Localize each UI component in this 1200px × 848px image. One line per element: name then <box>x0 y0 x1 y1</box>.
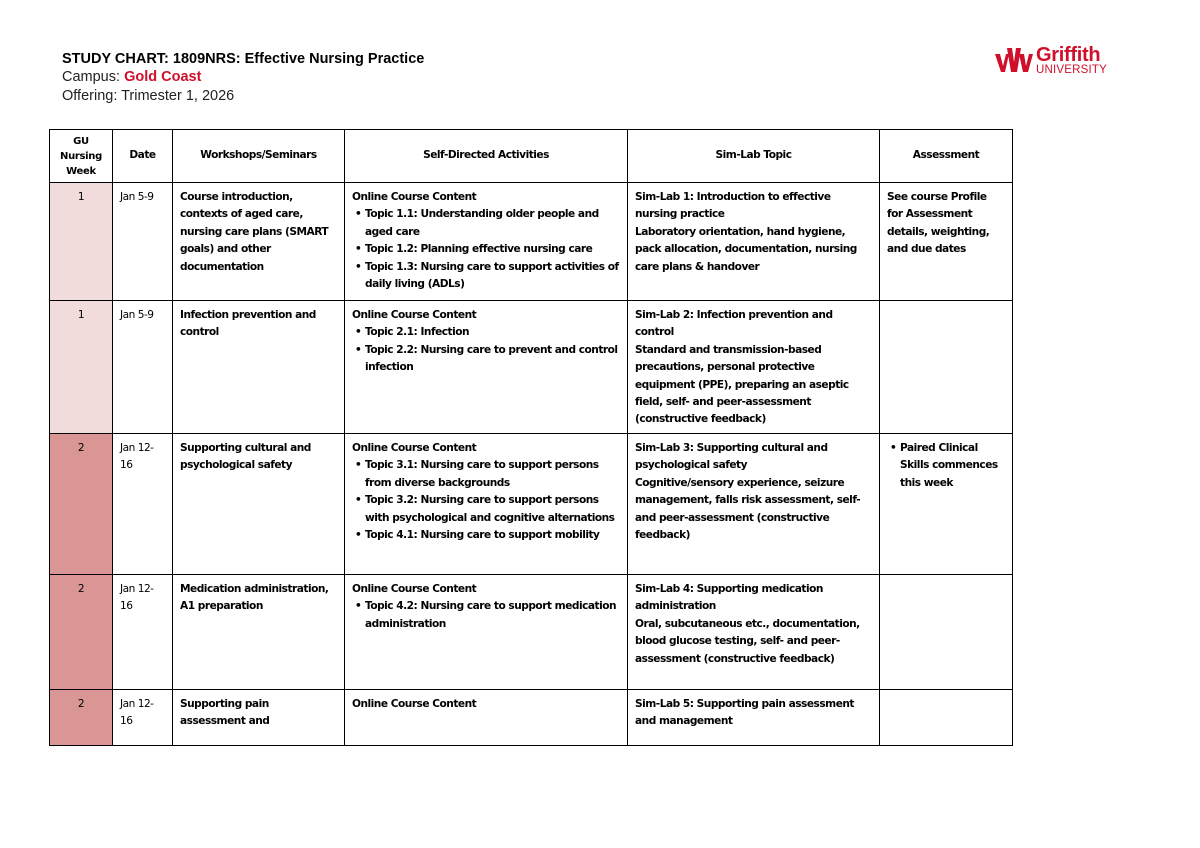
campus-line <box>62 68 424 87</box>
topic-item: • Topic 4.2: Nursing care to support medication administration <box>365 598 620 633</box>
date-cell: Jan 12-16 <box>113 575 173 690</box>
table-row <box>50 575 1013 690</box>
table-row <box>50 690 1013 746</box>
logo-name: Griffith <box>1036 44 1101 66</box>
date-cell: Jan 12-16 <box>113 434 173 575</box>
offering-line: Offering: Trimester 1, 2026 <box>62 88 235 104</box>
table-row <box>50 434 1013 575</box>
col-header-self-directed: Self-Directed Activities <box>345 130 628 183</box>
activity-title: Online Course Content <box>352 442 477 454</box>
simlab-cell <box>628 575 880 690</box>
topic-list <box>352 206 620 293</box>
simlab-title: Sim-Lab 2: Infection prevention and control <box>635 309 833 339</box>
date-cell: Jan 12-16 <box>113 690 173 746</box>
topic-item: • Topic 3.2: Nursing care to support persons with psychological and cognitive alternations <box>365 492 620 527</box>
week-cell: 2 <box>50 690 113 746</box>
simlab-description: Cognitive/sensory experience, seizure management, falls risk assessment, self- and peer-assessment (constructive feedback) <box>635 476 861 542</box>
col-header-workshops: Workshops/Seminars <box>173 130 345 183</box>
simlab-cell <box>628 183 880 301</box>
activities-cell <box>345 301 628 434</box>
table-row <box>50 301 1013 434</box>
assessment-cell: See course Profile for Assessment details, weighting, and due dates <box>880 183 1013 301</box>
activity-title: Online Course Content <box>352 309 477 321</box>
activities-cell <box>345 690 628 746</box>
topic-list <box>352 324 620 376</box>
assessment-cell <box>880 690 1013 746</box>
workshop-cell: Supporting cultural and psychological safety <box>173 434 345 575</box>
simlab-title: Sim-Lab 4: Supporting medication administration <box>635 583 823 613</box>
topic-item: • Topic 3.1: Nursing care to support persons from diverse backgrounds <box>365 457 620 492</box>
assessment-cell <box>880 575 1013 690</box>
table-header-row <box>50 130 1013 183</box>
week-cell: 2 <box>50 575 113 690</box>
simlab-cell <box>628 690 880 746</box>
topic-item: • Topic 1.3: Nursing care to support activities of daily living (ADLs) <box>365 259 620 294</box>
page-title: STUDY CHART: 1809NRS: Effective Nursing Practice <box>62 51 425 67</box>
topic-list <box>352 598 620 633</box>
simlab-title: Sim-Lab 1: Introduction to effective nursing practice <box>635 191 831 221</box>
week-cell: 1 <box>50 183 113 301</box>
document-header <box>62 50 424 106</box>
assessment-cell <box>880 301 1013 434</box>
workshop-cell: Course introduction, contexts of aged care, nursing care plans (SMART goals) and other documentation <box>173 183 345 301</box>
logo-subtitle: UNIVERSITY <box>1036 64 1108 76</box>
topic-item: • Topic 2.1: Infection <box>365 324 620 341</box>
activities-cell <box>345 575 628 690</box>
assessment-cell <box>880 434 1013 575</box>
activity-title: Online Course Content <box>352 583 477 595</box>
griffith-logo <box>994 44 1124 80</box>
workshop-cell: Infection prevention and control <box>173 301 345 434</box>
topic-item: • Topic 1.1: Understanding older people and aged care <box>365 206 620 241</box>
col-header-assessment: Assessment <box>880 130 1013 183</box>
assessment-item: • Paired Clinical Skills commences this week <box>900 440 1005 492</box>
date-cell: Jan 5-9 <box>113 301 173 434</box>
simlab-cell <box>628 301 880 434</box>
activities-cell <box>345 434 628 575</box>
date-cell: Jan 5-9 <box>113 183 173 301</box>
simlab-title: Sim-Lab 5: Supporting pain assessment and management <box>635 698 854 728</box>
activity-title: Online Course Content <box>352 191 477 203</box>
simlab-description: Standard and transmission-based precautions, personal protective equipment (PPE), preparing an aseptic field, self- and peer-assessment (constructive feedback) <box>635 343 849 426</box>
activity-title: Online Course Content <box>352 698 477 710</box>
study-chart-table <box>49 129 1013 746</box>
topic-item: • Topic 4.1: Nursing care to support mobility <box>365 527 620 544</box>
simlab-description: Oral, subcutaneous etc., documentation, blood glucose testing, self- and peer-assessment (constructive feedback) <box>635 617 860 665</box>
topic-item: • Topic 2.2: Nursing care to prevent and control infection <box>365 342 620 377</box>
col-header-week: GU Nursing Week <box>50 130 113 183</box>
simlab-description: Laboratory orientation, hand hygiene, pack allocation, documentation, nursing care plans & handover <box>635 225 857 273</box>
col-header-simlab: Sim-Lab Topic <box>628 130 880 183</box>
topic-list <box>352 457 620 544</box>
topic-item: • Topic 1.2: Planning effective nursing care <box>365 241 620 258</box>
col-header-date: Date <box>113 130 173 183</box>
workshop-cell: Medication administration, A1 preparation <box>173 575 345 690</box>
simlab-title: Sim-Lab 3: Supporting cultural and psychological safety <box>635 442 828 472</box>
week-cell: 2 <box>50 434 113 575</box>
griffith-crest-icon <box>994 44 1034 74</box>
week-cell: 1 <box>50 301 113 434</box>
simlab-cell <box>628 434 880 575</box>
workshop-cell: Supporting pain assessment and <box>173 690 345 746</box>
assessment-list <box>887 440 1005 492</box>
campus-value: Gold Coast <box>124 69 202 85</box>
table-row <box>50 183 1013 301</box>
campus-label: Campus: <box>62 69 125 85</box>
activities-cell <box>345 183 628 301</box>
